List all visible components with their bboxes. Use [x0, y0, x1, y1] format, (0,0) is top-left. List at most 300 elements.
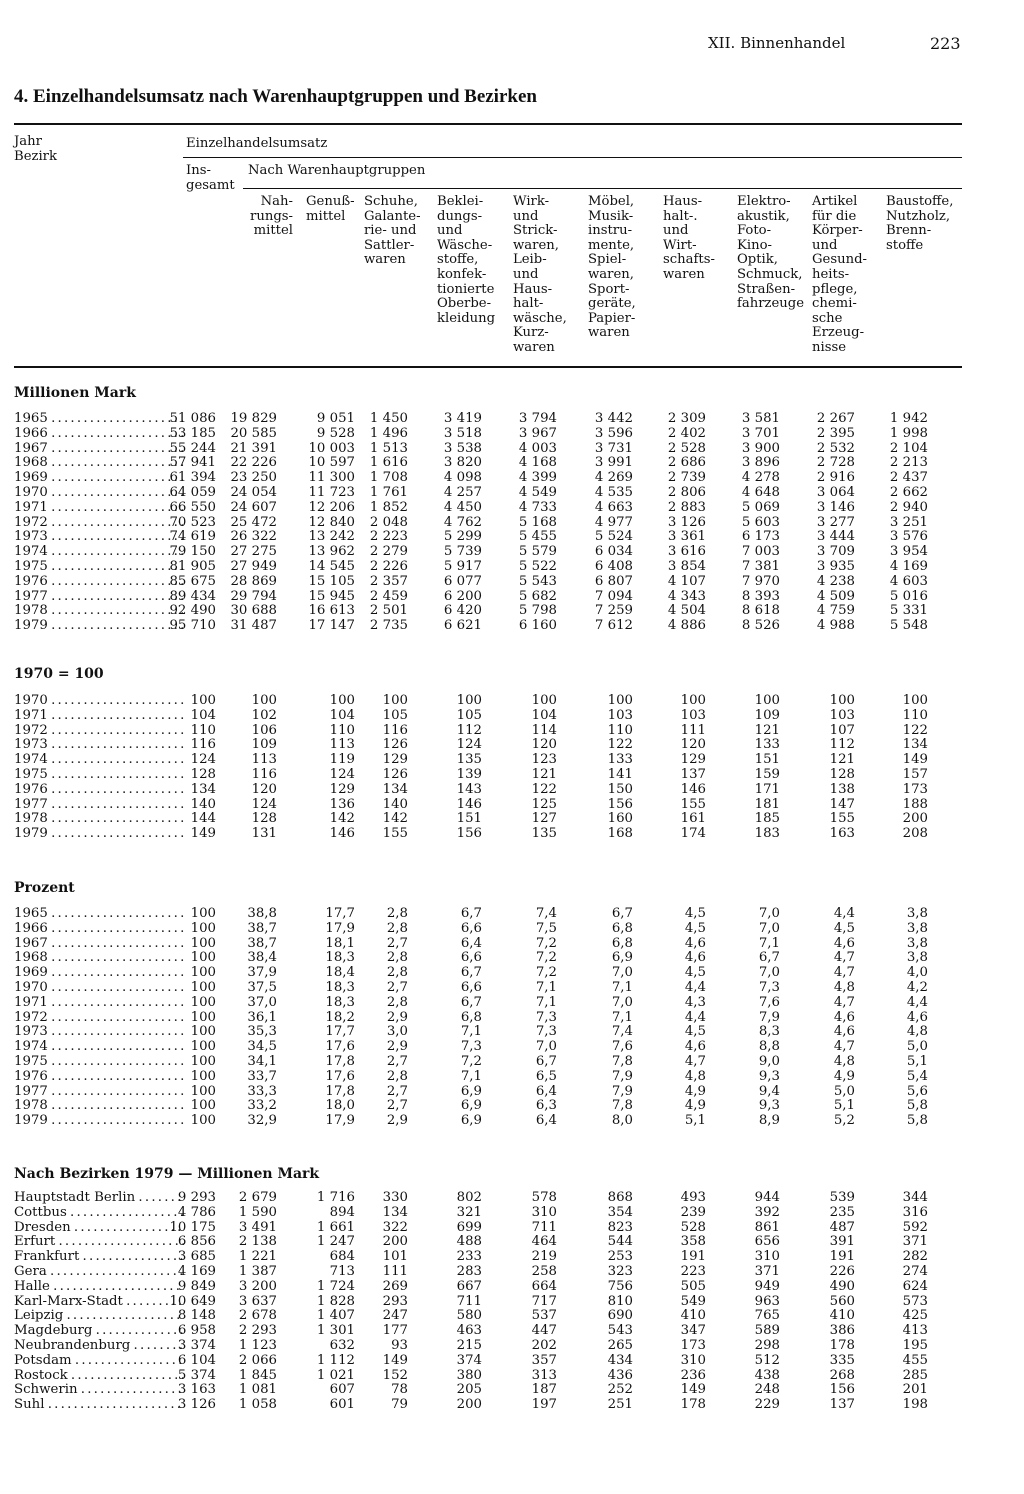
- table-cell: 578: [531, 1190, 557, 1205]
- table-cell: 3 581: [741, 411, 780, 426]
- table-cell: 543: [607, 1323, 633, 1339]
- row-label: Magdeburg . . .: [14, 1324, 184, 1339]
- table-cell: 1 407: [316, 1308, 355, 1324]
- table-cell: 1 761: [369, 485, 408, 500]
- table-cell: 104: [531, 707, 557, 723]
- table-cell: 2 048: [369, 514, 408, 530]
- table-cell: 61 394: [169, 470, 216, 486]
- row-label: 1968 . . .: [14, 951, 184, 966]
- table-cell: 4 786: [177, 1204, 216, 1220]
- table-cell: 150: [607, 781, 633, 797]
- table-cell: 100: [190, 980, 216, 995]
- table-cell: 195: [902, 1338, 928, 1353]
- table-cell: 89 434: [169, 588, 216, 604]
- table-cell: 4,5: [684, 920, 706, 936]
- col-header: Schuhe, Galante- rie- und Sattler- waren: [364, 194, 421, 268]
- table-title: 4. Einzelhandelsumsatz nach Warenhauptgruppen und Bezirken: [14, 86, 537, 107]
- table-cell: 528: [680, 1219, 706, 1235]
- table-cell: 4 733: [518, 499, 557, 515]
- row-label: 1977 . . .: [14, 1085, 184, 1100]
- table-cell: 110: [902, 707, 928, 723]
- table-cell: 100: [680, 693, 706, 708]
- table-cell: 410: [829, 1308, 855, 1324]
- table-cell: 33,7: [247, 1068, 277, 1084]
- table-cell: 78: [391, 1382, 408, 1398]
- table-cell: 15 945: [308, 588, 355, 604]
- table-cell: 3 935: [816, 559, 855, 574]
- table-cell: 3 361: [667, 529, 706, 545]
- table-cell: 2 066: [238, 1352, 277, 1368]
- table-cell: 4,6: [833, 935, 855, 951]
- table-cell: 7 003: [741, 544, 780, 560]
- table-cell: 6,7: [460, 906, 482, 921]
- table-cell: 120: [251, 781, 277, 797]
- table-cell: 512: [754, 1352, 780, 1368]
- table-row: [14, 1070, 1014, 1085]
- section-heading: Prozent: [14, 880, 75, 896]
- table-cell: 223: [680, 1264, 706, 1279]
- table-cell: 392: [754, 1204, 780, 1220]
- table-cell: 3 491: [238, 1219, 277, 1235]
- table-cell: 6,6: [460, 950, 482, 966]
- table-cell: 174: [680, 826, 706, 842]
- table-cell: 410: [680, 1308, 706, 1324]
- table-cell: 38,4: [247, 950, 277, 966]
- table-cell: 21 391: [230, 440, 277, 456]
- table-cell: 455: [902, 1352, 928, 1368]
- table-cell: 32,9: [247, 1113, 277, 1129]
- table-cell: 137: [680, 767, 706, 782]
- table-cell: 10 175: [169, 1219, 216, 1235]
- table-cell: 9,3: [758, 1068, 780, 1084]
- table-cell: 6,9: [460, 1113, 482, 1129]
- table-cell: 120: [531, 737, 557, 753]
- table-cell: 173: [680, 1338, 706, 1353]
- table-row: [14, 1265, 1014, 1280]
- table-cell: 2,7: [386, 1098, 408, 1114]
- table-cell: 100: [382, 693, 408, 708]
- table-cell: 2 293: [238, 1323, 277, 1339]
- table-cell: 10 003: [308, 440, 355, 456]
- table-cell: 155: [829, 811, 855, 827]
- table-cell: 391: [829, 1234, 855, 1250]
- table-cell: 1 998: [889, 425, 928, 441]
- table-cell: 601: [329, 1397, 355, 1413]
- table-cell: 4 603: [889, 573, 928, 589]
- table-cell: 699: [456, 1219, 482, 1235]
- table-cell: 4 107: [667, 573, 706, 589]
- table-cell: 268: [829, 1367, 855, 1383]
- table-cell: 607: [329, 1382, 355, 1398]
- table-cell: 2 686: [667, 455, 706, 471]
- table-cell: 371: [902, 1234, 928, 1250]
- table-cell: 4,5: [684, 965, 706, 981]
- table-cell: 4 977: [594, 514, 633, 530]
- table-cell: 868: [607, 1190, 633, 1205]
- table-cell: 323: [607, 1264, 633, 1279]
- table-cell: 6,7: [535, 1054, 557, 1069]
- table-cell: 110: [190, 722, 216, 738]
- table-cell: 2 267: [816, 411, 855, 426]
- row-label: 1970 . . .: [14, 486, 184, 501]
- table-cell: 173: [902, 781, 928, 797]
- table-cell: 1 496: [369, 425, 408, 441]
- table-cell: 93: [391, 1338, 408, 1353]
- table-cell: 201: [902, 1382, 928, 1398]
- row-label: 1967 . . .: [14, 442, 184, 457]
- row-label: Erfurt . . .: [14, 1235, 184, 1250]
- table-cell: 128: [829, 767, 855, 782]
- table-row: [14, 1114, 1014, 1129]
- table-cell: 2 357: [369, 573, 408, 589]
- table-cell: 79: [391, 1397, 408, 1413]
- table-cell: 18,3: [325, 994, 355, 1010]
- table-cell: 2,8: [386, 965, 408, 981]
- table-cell: 198: [902, 1397, 928, 1413]
- table-row: [14, 427, 1014, 442]
- table-cell: 4,4: [684, 980, 706, 995]
- table-cell: 123: [531, 752, 557, 768]
- table-cell: 151: [456, 811, 482, 827]
- table-cell: 156: [607, 796, 633, 812]
- table-cell: 109: [251, 737, 277, 753]
- table-cell: 664: [531, 1278, 557, 1294]
- table-cell: 330: [382, 1190, 408, 1205]
- table-cell: 1 021: [316, 1367, 355, 1383]
- table-cell: 122: [531, 781, 557, 797]
- table-cell: 9,3: [758, 1098, 780, 1114]
- table-cell: 4,6: [833, 1009, 855, 1025]
- table-cell: 7 259: [594, 603, 633, 619]
- table-cell: 9,4: [758, 1083, 780, 1099]
- table-cell: 7,1: [611, 980, 633, 995]
- table-cell: 3 419: [443, 411, 482, 426]
- table-cell: 4,4: [684, 1009, 706, 1025]
- table-cell: 23 250: [230, 470, 277, 486]
- table-cell: 247: [382, 1308, 408, 1324]
- table-cell: 53 185: [169, 425, 216, 441]
- table-cell: 129: [382, 752, 408, 768]
- row-label: Halle . . .: [14, 1280, 184, 1295]
- table-cell: 8,3: [758, 1024, 780, 1040]
- table-cell: 539: [829, 1190, 855, 1205]
- table-cell: 4,5: [684, 1024, 706, 1040]
- table-cell: 6 408: [594, 559, 633, 574]
- table-cell: 113: [251, 752, 277, 768]
- table-cell: 7,8: [611, 1098, 633, 1114]
- table-cell: 5 522: [518, 559, 557, 574]
- table-cell: 549: [680, 1293, 706, 1309]
- table-cell: 4,9: [684, 1083, 706, 1099]
- table-cell: 4 509: [816, 588, 855, 604]
- table-cell: 6,8: [611, 935, 633, 951]
- table-cell: 100: [754, 693, 780, 708]
- table-cell: 38,8: [247, 906, 277, 921]
- table-cell: 4 759: [816, 603, 855, 619]
- table-cell: 2,8: [386, 994, 408, 1010]
- row-label: Neubrandenburg . . .: [14, 1339, 184, 1354]
- table-cell: 11 300: [308, 470, 355, 486]
- table-cell: 1 724: [316, 1278, 355, 1294]
- table-cell: 116: [251, 767, 277, 782]
- table-cell: 1 450: [369, 411, 408, 426]
- table-cell: 386: [829, 1323, 855, 1339]
- table-cell: 16 613: [308, 603, 355, 619]
- table-cell: 5 543: [518, 573, 557, 589]
- table-cell: 436: [607, 1367, 633, 1383]
- table-row: [14, 1235, 1014, 1250]
- table-cell: 8 393: [741, 588, 780, 604]
- table-cell: 6,6: [460, 980, 482, 995]
- table-cell: 7,8: [611, 1054, 633, 1069]
- table-cell: 19 829: [230, 411, 277, 426]
- table-cell: 120: [680, 737, 706, 753]
- table-cell: 160: [607, 811, 633, 827]
- table-row: [14, 1309, 1014, 1324]
- table-cell: 10 649: [169, 1293, 216, 1309]
- table-cell: 202: [531, 1338, 557, 1353]
- table-cell: 4 535: [594, 485, 633, 500]
- table-cell: 156: [456, 826, 482, 842]
- table-cell: 8,9: [758, 1113, 780, 1129]
- table-cell: 269: [382, 1278, 408, 1294]
- table-cell: 26 322: [230, 529, 277, 545]
- table-row: [14, 1191, 1014, 1206]
- row-label: Dresden . . .: [14, 1221, 184, 1236]
- table-row: [14, 1324, 1014, 1339]
- table-row: [14, 1099, 1014, 1114]
- table-cell: 100: [329, 693, 355, 708]
- table-cell: 6,4: [535, 1113, 557, 1129]
- row-label: 1977 . . .: [14, 798, 184, 813]
- table-cell: 4,6: [684, 935, 706, 951]
- table-cell: 7,0: [758, 906, 780, 921]
- total-header: Ins- gesamt: [186, 163, 235, 193]
- table-cell: 6,3: [535, 1098, 557, 1114]
- table-cell: 7,1: [535, 980, 557, 995]
- table-cell: 191: [680, 1249, 706, 1265]
- table-cell: 114: [531, 722, 557, 738]
- table-cell: 6 621: [443, 618, 482, 634]
- table-row: [14, 827, 1014, 842]
- table-cell: 12 206: [308, 499, 355, 515]
- table-cell: 111: [382, 1264, 408, 1279]
- table-cell: 197: [531, 1397, 557, 1413]
- table-cell: 949: [754, 1278, 780, 1294]
- table-cell: 17,6: [325, 1039, 355, 1055]
- table-cell: 5,0: [833, 1083, 855, 1099]
- table-cell: 713: [329, 1264, 355, 1279]
- row-label: 1972 . . .: [14, 516, 184, 531]
- table-cell: 4,8: [906, 1024, 928, 1040]
- table-cell: 3 251: [889, 514, 928, 530]
- table-cell: 137: [829, 1397, 855, 1413]
- table-cell: 8 148: [177, 1308, 216, 1324]
- table-cell: 4,7: [684, 1054, 706, 1069]
- table-cell: 3 854: [667, 559, 706, 574]
- table-cell: 487: [829, 1219, 855, 1235]
- subgroup-rule: [243, 188, 962, 189]
- col-header: Artikel für die Körper- und Gesund- heits- pflege, chemi- sche Erzeug- nisse: [812, 194, 867, 355]
- table-cell: 8,8: [758, 1039, 780, 1055]
- table-cell: 55 244: [169, 440, 216, 456]
- table-cell: 100: [902, 693, 928, 708]
- table-cell: 129: [329, 781, 355, 797]
- table-cell: 2,8: [386, 906, 408, 921]
- table-cell: 124: [190, 752, 216, 768]
- table-cell: 1 058: [238, 1397, 277, 1413]
- table-cell: 9,0: [758, 1054, 780, 1069]
- table-cell: 5,1: [906, 1054, 928, 1069]
- row-label: 1966 . . .: [14, 427, 184, 442]
- table-row: [14, 1280, 1014, 1295]
- table-row: [14, 812, 1014, 827]
- table-cell: 3 794: [518, 411, 557, 426]
- table-cell: 3 967: [518, 425, 557, 441]
- table-cell: 113: [329, 737, 355, 753]
- table-cell: 51 086: [169, 411, 216, 426]
- table-cell: 7,0: [758, 920, 780, 936]
- table-cell: 200: [382, 1234, 408, 1250]
- table-cell: 7,0: [535, 1039, 557, 1055]
- table-cell: 6,9: [460, 1098, 482, 1114]
- row-label: 1965 . . .: [14, 907, 184, 922]
- table-row: [14, 1369, 1014, 1384]
- table-cell: 239: [680, 1204, 706, 1220]
- table-cell: 3 701: [741, 425, 780, 441]
- table-cell: 9 293: [177, 1190, 216, 1205]
- table-cell: 3 442: [594, 411, 633, 426]
- row-label: Potsdam . . .: [14, 1354, 184, 1369]
- table-cell: 354: [607, 1204, 633, 1220]
- table-cell: 2 138: [238, 1234, 277, 1250]
- table-cell: 5 524: [594, 529, 633, 545]
- row-label: 1976 . . .: [14, 1070, 184, 1085]
- table-cell: 592: [902, 1219, 928, 1235]
- table-cell: 100: [829, 693, 855, 708]
- table-cell: 6 958: [177, 1323, 216, 1339]
- table-cell: 505: [680, 1278, 706, 1294]
- table-cell: 236: [680, 1367, 706, 1383]
- table-cell: 4 169: [889, 559, 928, 574]
- table-row: [14, 937, 1014, 952]
- row-label: 1969 . . .: [14, 471, 184, 486]
- table-cell: 13 962: [308, 544, 355, 560]
- table-cell: 136: [329, 796, 355, 812]
- table-cell: 1 221: [238, 1249, 277, 1265]
- table-row: [14, 1250, 1014, 1265]
- row-label: Gera . . .: [14, 1265, 184, 1280]
- table-cell: 233: [456, 1249, 482, 1265]
- table-cell: 235: [829, 1204, 855, 1220]
- table-cell: 146: [329, 826, 355, 842]
- table-cell: 7,0: [611, 965, 633, 981]
- table-cell: 7,3: [535, 1024, 557, 1040]
- table-cell: 2,7: [386, 1054, 408, 1069]
- row-label: 1978 . . .: [14, 812, 184, 827]
- row-label: 1975 . . .: [14, 768, 184, 783]
- table-cell: 25 472: [230, 514, 277, 530]
- table-cell: 146: [680, 781, 706, 797]
- table-cell: 124: [329, 767, 355, 782]
- table-cell: 3 374: [177, 1338, 216, 1353]
- table-cell: 14 545: [308, 559, 355, 574]
- table-cell: 2,9: [386, 1113, 408, 1129]
- table-cell: 100: [190, 1024, 216, 1040]
- table-cell: 447: [531, 1323, 557, 1339]
- table-cell: 810: [607, 1293, 633, 1309]
- table-cell: 380: [456, 1367, 482, 1383]
- table-cell: 589: [754, 1323, 780, 1339]
- table-row: [14, 530, 1014, 545]
- table-row: [14, 694, 1014, 709]
- table-cell: 2 213: [889, 455, 928, 471]
- table-cell: 274: [902, 1264, 928, 1279]
- table-cell: 178: [680, 1397, 706, 1413]
- table-cell: 2 532: [816, 440, 855, 456]
- table-cell: 258: [531, 1264, 557, 1279]
- table-cell: 6,8: [611, 920, 633, 936]
- table-cell: 149: [190, 826, 216, 842]
- table-cell: 110: [329, 722, 355, 738]
- table-cell: 7,3: [460, 1039, 482, 1055]
- table-row: [14, 471, 1014, 486]
- table-cell: 684: [329, 1249, 355, 1265]
- table-cell: 1 616: [369, 455, 408, 471]
- table-cell: 8 618: [741, 603, 780, 619]
- table-row: [14, 1221, 1014, 1236]
- table-cell: 490: [829, 1278, 855, 1294]
- table-cell: 4,5: [833, 920, 855, 936]
- table-cell: 1 716: [316, 1190, 355, 1205]
- table-cell: 10 597: [308, 455, 355, 471]
- table-cell: 125: [531, 796, 557, 812]
- table-row: [14, 456, 1014, 471]
- row-label: 1976 . . .: [14, 783, 184, 798]
- table-cell: 4 098: [443, 470, 482, 486]
- row-label: Suhl . . .: [14, 1398, 184, 1413]
- table-cell: 17,7: [325, 1024, 355, 1040]
- table-cell: 100: [190, 1039, 216, 1055]
- table-cell: 5 455: [518, 529, 557, 545]
- table-cell: 3 163: [177, 1382, 216, 1398]
- table-cell: 316: [902, 1204, 928, 1220]
- table-cell: 6 856: [177, 1234, 216, 1250]
- table-cell: 12 840: [308, 514, 355, 530]
- row-label: 1973 . . .: [14, 530, 184, 545]
- section-heading: Nach Bezirken 1979 — Millionen Mark: [14, 1166, 320, 1182]
- table-cell: 140: [190, 796, 216, 812]
- table-cell: 4,8: [833, 980, 855, 995]
- table-cell: 374: [456, 1352, 482, 1368]
- table-cell: 81 905: [169, 559, 216, 574]
- table-cell: 4,0: [906, 965, 928, 981]
- table-cell: 580: [456, 1308, 482, 1324]
- table-cell: 5 331: [889, 603, 928, 619]
- table-cell: 119: [329, 752, 355, 768]
- table-cell: 2,7: [386, 1083, 408, 1099]
- table-cell: 3,8: [906, 906, 928, 921]
- table-cell: 100: [251, 693, 277, 708]
- table-cell: 142: [329, 811, 355, 827]
- table-cell: 102: [251, 707, 277, 723]
- table-cell: 4 278: [741, 470, 780, 486]
- table-cell: 711: [456, 1293, 482, 1309]
- table-cell: 109: [754, 707, 780, 723]
- table-cell: 7,0: [611, 994, 633, 1010]
- table-cell: 64 059: [169, 485, 216, 500]
- table-cell: 253: [607, 1249, 633, 1265]
